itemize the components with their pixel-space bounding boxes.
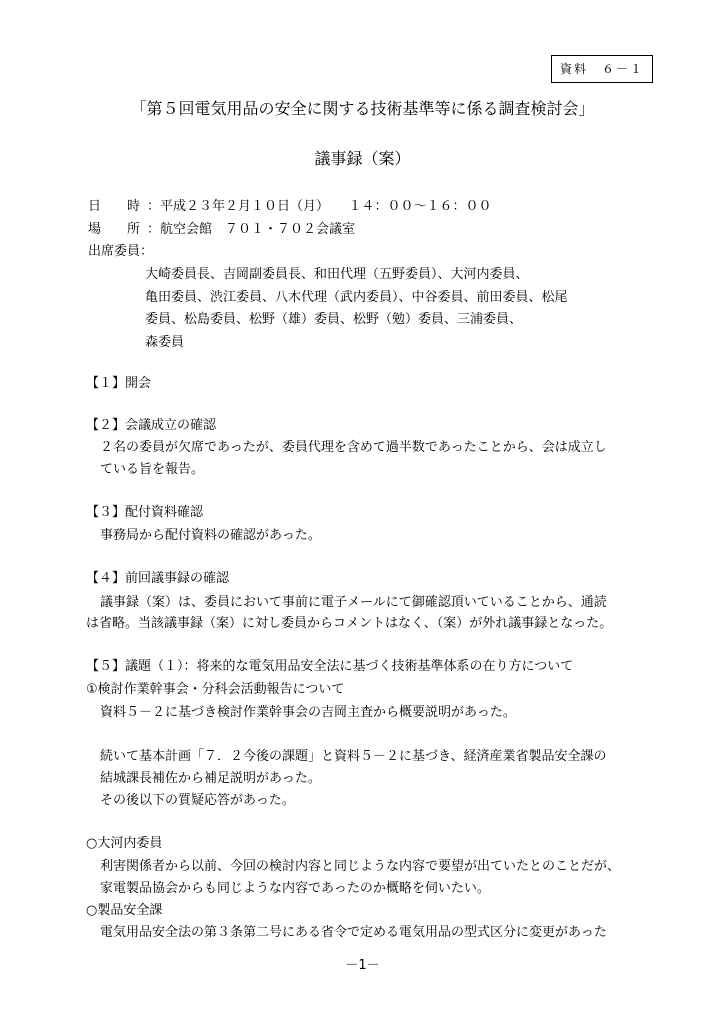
section-5-body: 続いて基本計画「７．２今後の課題」と資料５－２に基づき、経済産業省製品安全課の	[100, 749, 607, 764]
meta-date-value: ：平成２３年２月１０日（月） １４：００～１６：００	[147, 199, 492, 214]
attendees-line: 大崎委員長、吉岡副委員長、和田代理（五野委員）、大河内委員、	[145, 267, 529, 282]
page-number: －1－	[345, 958, 380, 973]
attendees-line: 委員、松島委員、松野（雄）委員、松野（勉）委員、三浦委員、	[145, 312, 523, 327]
section-5-subheading: ①検討作業幹事会・分科会活動報告について	[86, 682, 345, 697]
qa-speaker: ○大河内委員	[86, 836, 163, 851]
meta-date-row	[88, 197, 492, 217]
section-3-heading: 【３】配付資料確認	[86, 505, 204, 520]
document-number-label: 資料 ６－１	[551, 55, 653, 83]
meta-attendees-label: 出席委員：	[88, 244, 154, 259]
section-3-body: 事務局から配付資料の確認があった。	[100, 528, 321, 543]
section-1-heading: 【１】開会	[86, 376, 152, 391]
qa-body: 家電製品協会からも同じような内容であったのか概略を伺いたい。	[100, 881, 490, 896]
meta-date-key: 日 時	[88, 199, 141, 214]
section-4-body: は省略。当該議事録（案）に対し委員からコメントはなく、（案）が外れ議事録となった。	[86, 616, 613, 631]
section-2-body: ている旨を報告。	[100, 462, 205, 477]
meta-place-value: ：航空会館 ７０１・７０２会議室	[147, 222, 356, 237]
section-5-heading: 【５】議題（１）：将来的な電気用品安全法に基づく技術基準体系の在り方について	[86, 659, 574, 674]
document-title: 「第５回電気用品の安全に関する技術基準等に係る調査検討会」	[130, 99, 595, 118]
attendees-line: 亀田委員、渋江委員、八木代理（武内委員）、中谷委員、前田委員、松尾	[145, 290, 568, 305]
qa-body: 利害関係者から以前、今回の検討内容と同じような内容で要望が出ていたとのことだが、	[100, 859, 621, 874]
qa-body: 電気用品安全法の第３条第二号にある省令で定める電気用品の型式区分に変更があった	[100, 925, 607, 940]
qa-speaker: ○製品安全課	[86, 903, 163, 918]
document-subtitle: 議事録（案）	[314, 149, 411, 168]
section-5-body: 結城課長補佐から補足説明があった。	[100, 771, 321, 786]
attendees-line: 森委員	[145, 335, 185, 350]
section-4-body: 議事録（案）は、委員において事前に電子メールにて御確認頂いていることから、通読	[100, 595, 607, 610]
meta-place-key: 場 所	[88, 222, 141, 237]
section-2-body: ２名の委員が欠席であったが、委員代理を含めて過半数であったことから、会は成立し	[100, 440, 607, 455]
section-2-heading: 【２】会議成立の確認	[86, 418, 217, 433]
section-4-heading: 【４】前回議事録の確認	[86, 571, 230, 586]
section-5-body: 資料５－２に基づき検討作業幹事会の吉岡主査から概要説明があった。	[100, 705, 516, 720]
meta-place-row	[88, 220, 355, 240]
section-5-body: その後以下の質疑応答があった。	[100, 793, 295, 808]
